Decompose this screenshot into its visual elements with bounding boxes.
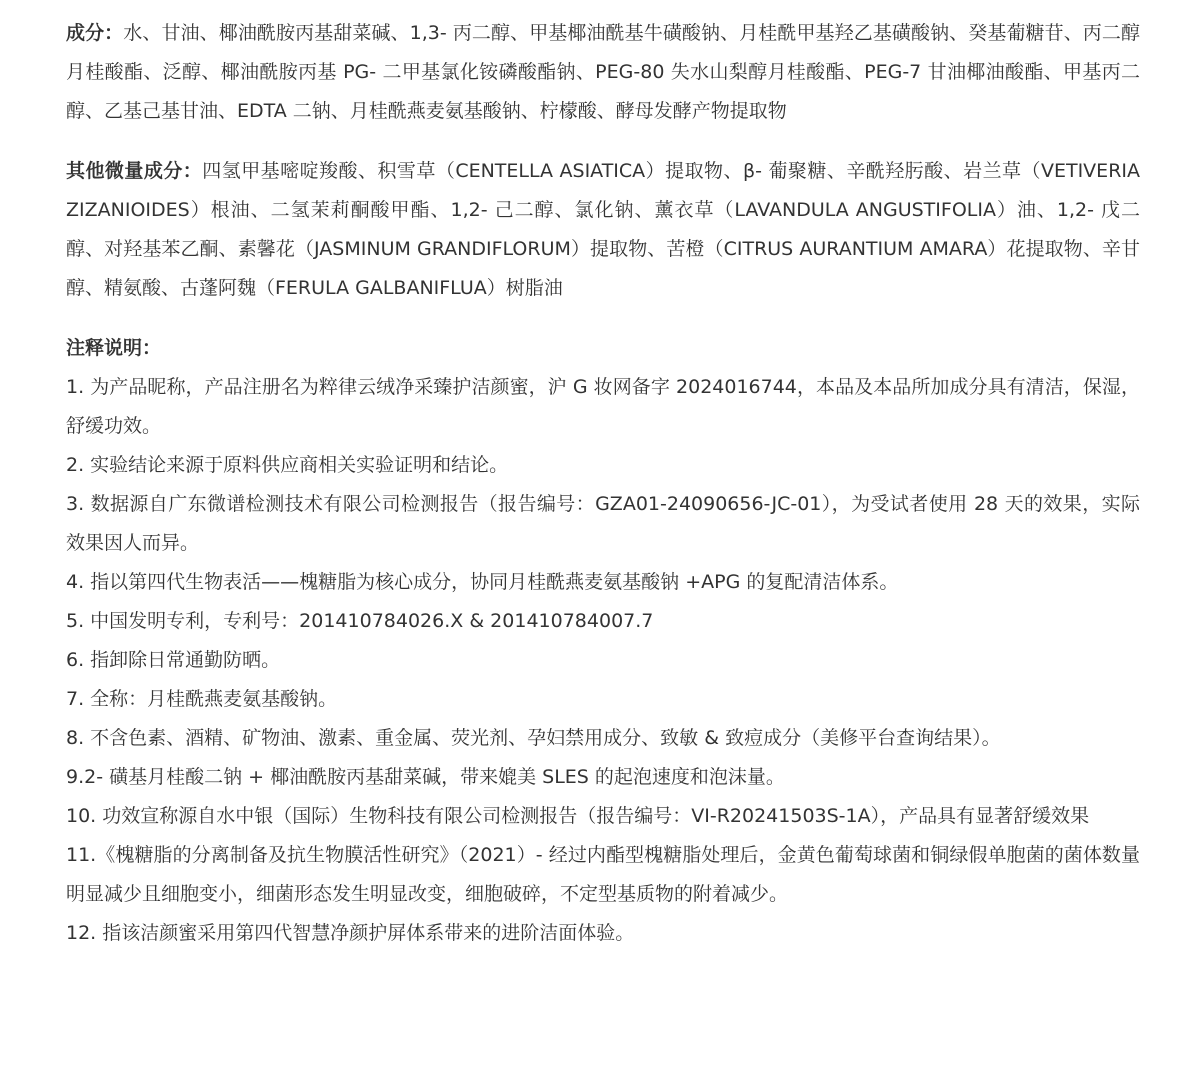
note-item: 1. 为产品昵称，产品注册名为粹律云绒净采臻护洁颜蜜，沪 G 妆网备字 2024016744，本品及本品所加成分具有清洁，保湿，舒缓功效。 [66, 376, 1140, 437]
note-item: 2. 实验结论来源于原料供应商相关实验证明和结论。 [66, 454, 509, 476]
notes-list [66, 368, 1140, 953]
note-item: 7. 全称：月桂酰燕麦氨基酸钠。 [66, 688, 338, 710]
note-item: 12. 指该洁颜蜜采用第四代智慧净颜护屏体系带来的进阶洁面体验。 [66, 922, 635, 944]
note-item: 9.2- 磺基月桂酸二钠 + 椰油酰胺丙基甜菜碱，带来媲美 SLES 的起泡速度和泡沫量。 [66, 766, 785, 788]
trace-ingredients-label: 其他微量成分： [66, 160, 203, 182]
note-item: 4. 指以第四代生物表活——槐糖脂为核心成分，协同月桂酰燕麦氨基酸钠 +APG 的复配清洁体系。 [66, 571, 899, 593]
ingredients-text: 水、甘油、椰油酰胺丙基甜菜碱、1,3- 丙二醇、甲基椰油酰基牛磺酸钠、月桂酰甲基羟乙基磺酸钠、癸基葡糖苷、丙二醇月桂酸酯、泛醇、椰油酰胺丙基 PG- 二甲基氯化铵磷酸酯钠、PEG-80 失水山梨醇月桂酸酯、PEG-7 甘油椰油酸酯、甲基丙二醇、乙基己基甘油、EDTA 二钠、月桂酰燕麦氨基酸钠、柠檬酸、酵母发酵产物提取物 [66, 22, 1140, 122]
note-item: 10. 功效宣称源自水中银（国际）生物科技有限公司检测报告（报告编号：VI-R20241503S-1A），产品具有显著舒缓效果 [66, 805, 1090, 827]
notes-title: 注释说明： [66, 337, 162, 359]
note-item: 11.《槐糖脂的分离制备及抗生物膜活性研究》（2021）- 经过内酯型槐糖脂处理后，金黄色葡萄球菌和铜绿假单胞菌的菌体数量明显减少且细胞变小，细菌形态发生明显改变，细胞破碎，不定型基质物的附着减少。 [66, 844, 1140, 905]
note-item: 3. 数据源自广东微谱检测技术有限公司检测报告（报告编号：GZA01-24090656-JC-01），为受试者使用 28 天的效果，实际效果因人而异。 [66, 493, 1140, 554]
note-item: 5. 中国发明专利，专利号：201410784026.X & 201410784007.7 [66, 610, 654, 632]
note-item: 6. 指卸除日常通勤防晒。 [66, 649, 281, 671]
trace-ingredients-text: 四氢甲基嘧啶羧酸、积雪草（CENTELLA ASIATICA）提取物、β- 葡聚糖、辛酰羟肟酸、岩兰草（VETIVERIA ZIZANIOIDES）根油、二氢茉莉酮酸甲酯、1,2- 己二醇、氯化钠、薰衣草（LAVANDULA ANGUSTIFOLIA）油、1,2- 戊二醇、对羟基苯乙酮、素馨花（JASMINUM GRANDIFLORUM）提取物、苦橙（CITRUS AURANTIUM AMARA）花提取物、辛甘醇、精氨酸、古蓬阿魏（FERULA GALBANIFLUA）树脂油 [66, 160, 1140, 299]
notes-section [66, 329, 1140, 953]
note-item: 8. 不含色素、酒精、矿物油、激素、重金属、荧光剂、孕妇禁用成分、致敏 & 致痘成分（美修平台查询结果）。 [66, 727, 1001, 749]
ingredients-paragraph [66, 14, 1140, 131]
trace-ingredients-paragraph [66, 152, 1140, 308]
ingredients-label: 成分： [66, 22, 124, 44]
